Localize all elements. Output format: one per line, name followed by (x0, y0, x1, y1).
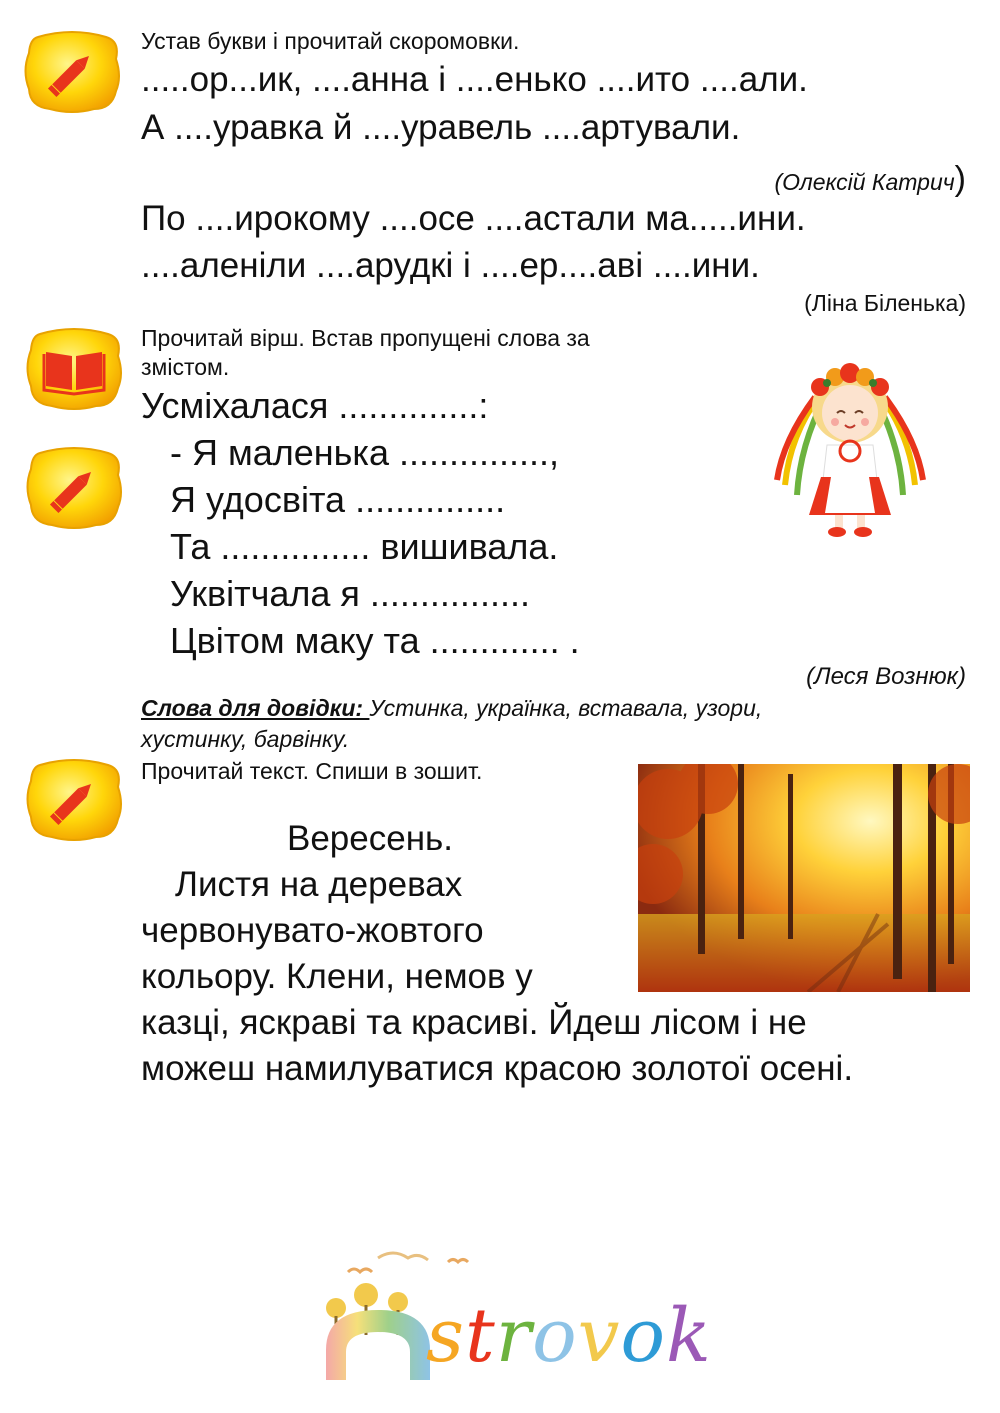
tongue-twister-line-4: ....аленіли ....арудкі і ....ер....аві ....ини. (141, 246, 760, 285)
author-katrych (774, 160, 966, 199)
logo-text (426, 1293, 712, 1379)
tongue-twister-line-3: По ....ирокому ....осе ....астали ма.....ини. (141, 199, 806, 238)
autumn-forest-photo (638, 764, 970, 992)
tongue-twister-line-1: .....ор...ик, ....анна і ....енько ....ито ....али. (141, 60, 808, 99)
tongue-twister-line-2: А ....уравка й ....уравель ....артували. (141, 108, 741, 147)
poem-line-3: Я удосвіта ............... (170, 479, 506, 520)
author-name: (Олексій Катрич (774, 169, 955, 195)
poem-line-6: Цвітом маку та ............. . (170, 620, 580, 661)
book-badge-icon (26, 326, 122, 410)
logo-letter: o (620, 1293, 667, 1379)
logo-letter: s (426, 1293, 465, 1379)
text-title: Вересень. (287, 819, 453, 858)
text-line-2: червонувато-жовтого (141, 911, 484, 950)
author-bilenka: (Ліна Біленька) (804, 290, 966, 316)
poem-line-1: Усміхалася ..............: (141, 385, 489, 426)
instruction-2-line-2: змістом. (141, 354, 230, 380)
pencil-badge-icon (26, 445, 122, 529)
logo-letter: k (666, 1293, 712, 1379)
author-vozniuk: (Леся Вознюк) (806, 663, 966, 690)
ukrainian-girl-illustration (765, 355, 935, 540)
author-paren: ) (954, 160, 966, 198)
logo-letter: r (495, 1293, 533, 1379)
instruction-1: Устав букви і прочитай скоромовки. (141, 28, 520, 54)
logo-letter: t (464, 1293, 496, 1379)
text-line-4: казці, яскраві та красиві. Йдеш лісом і не (141, 1003, 807, 1042)
help-words-label: Слова для довідки: (141, 695, 370, 721)
pencil-badge-icon (26, 757, 122, 841)
text-line-3: кольору. Клени, немов у (141, 957, 533, 996)
text-line-5: можеш намилуватися красою золотої осені. (141, 1049, 854, 1088)
logo-letter: v (577, 1293, 621, 1379)
poem-line-2: - Я маленька ..............., (170, 432, 560, 473)
ostrovok-logo (318, 1250, 758, 1390)
help-words-list-2: хустинку, барвінку. (141, 726, 350, 752)
poem-line-5: Уквітчала я ................ (170, 573, 530, 614)
pencil-badge-icon (24, 29, 120, 113)
instruction-3: Прочитай текст. Спиши в зошит. (141, 758, 483, 784)
instruction-2-line-1: Прочитай вірш. Встав пропущені слова за (141, 325, 590, 351)
help-words-list-1: Устинка, українка, вставала, узори, (369, 695, 763, 721)
poem-line-4: Та ............... вишивала. (170, 526, 559, 567)
logo-letter: o (532, 1293, 578, 1379)
text-line-1: Листя на деревах (175, 865, 463, 904)
logo-text-bound (426, 1293, 712, 1379)
help-words (141, 693, 762, 724)
